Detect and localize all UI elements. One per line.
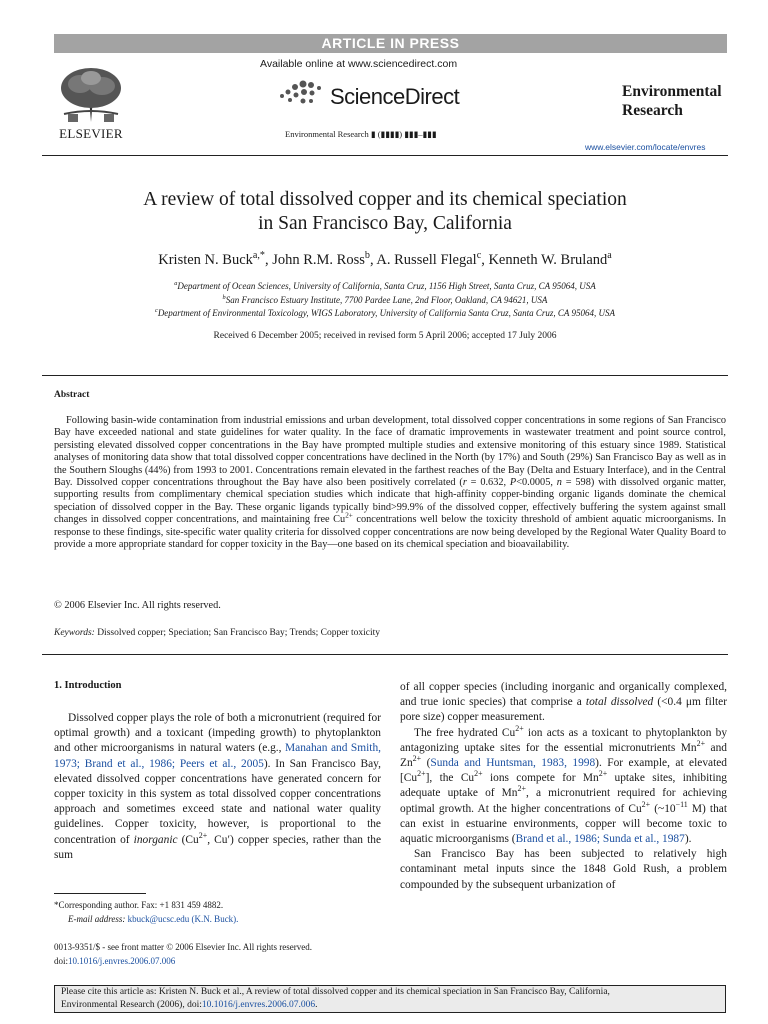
- abstract-part: = 0.632,: [466, 477, 510, 489]
- doi-link[interactable]: 10.1016/j.envres.2006.07.006: [68, 955, 176, 966]
- body-text: (~10: [650, 802, 676, 815]
- citation-line-2: [61, 999, 725, 1012]
- ion-charge: 2+: [641, 799, 651, 809]
- body-text: and Zn: [400, 741, 728, 770]
- journal-url-link[interactable]: www.elsevier.com/locate/envres: [585, 142, 706, 152]
- email-line: [54, 913, 238, 927]
- body-text: , Cu′) copper species, rather than the sum: [54, 833, 382, 861]
- doi-line: [54, 955, 312, 969]
- corresponding-author-footnote: [54, 899, 238, 926]
- section-heading-introduction: 1. Introduction: [54, 680, 122, 691]
- paragraph: [400, 723, 728, 848]
- body-emphasis: inorganic: [133, 833, 178, 846]
- abstract-copyright: © 2006 Elsevier Inc. All rights reserved.: [54, 600, 221, 611]
- article-in-press-banner: ARTICLE IN PRESS: [54, 34, 727, 53]
- body-text: (<0.4 μm filter pore size) copper measurement.: [400, 696, 727, 724]
- publisher-name: ELSEVIER: [59, 126, 123, 141]
- author-separator: ,: [264, 252, 273, 268]
- available-online-text: Available online at www.sciencedirect.com: [260, 58, 458, 70]
- affiliation-b: [42, 295, 728, 305]
- abstract-text: [54, 415, 726, 551]
- corresponding-author: *Corresponding author. Fax: +1 831 459 4882.: [54, 900, 224, 910]
- ion-charge: 2+: [412, 754, 422, 764]
- affiliation-a: [42, 281, 728, 291]
- email-link[interactable]: kbuck@ucsc.edu (K.N. Buck).: [125, 913, 239, 924]
- body-text: , a micronutrient required for achieving optimal growth. At the higher concentrations of Cu: [400, 787, 727, 815]
- author-affiliation-mark: b: [364, 250, 370, 262]
- abstract-part: = 598) with dissolved organic matter, supporting results from complimentary chemical speciation studies which indicate that high-affinity copper-binding organic ligands dominate the chemical speciation of dissolved copper in the Bay. These organic ligands typically bind>99.9% of the dissolved copper, effectively buffering the system against small changes in dissolved copper concentrations, and maintaining free Cu: [54, 477, 726, 526]
- affiliation-mark: a: [174, 280, 178, 287]
- ion-charge: 2+: [517, 784, 526, 794]
- header-divider: [42, 155, 728, 156]
- citation-text: Environmental Research (2006), doi:: [61, 999, 202, 1010]
- citation-link[interactable]: Manahan and Smith, 1973; Brand et al., 1986; Peers et al., 2005: [54, 742, 381, 770]
- abstract-part: <0.0005,: [516, 477, 557, 489]
- body-text: ).: [684, 833, 692, 846]
- affiliation-text: Department of Ocean Sciences, University of California, Santa Cruz, 1156 High Street, Santa Cruz, CA 95064, USA: [177, 281, 596, 291]
- abstract-var: n: [556, 477, 562, 489]
- affiliation-text: San Francisco Estuary Institute, 7700 Pardee Lane, 2nd Floor, Oakland, CA 94621, USA: [225, 295, 548, 305]
- abstract-heading: Abstract: [54, 390, 90, 400]
- sciencedirect-dots-logo-icon: [278, 76, 334, 110]
- citation-link[interactable]: Sunda and Huntsman, 1983, 1998: [430, 757, 596, 770]
- ion-charge: 2+: [515, 723, 524, 733]
- affiliation-text: Department of Environmental Toxicology, WIGS Laboratory, University of California Santa Cruz, Santa Cruz, CA 95064, USA: [157, 308, 615, 318]
- keywords-label: Keywords:: [54, 628, 95, 638]
- author-list: [42, 252, 728, 269]
- exponent: −11: [675, 799, 688, 809]
- ion-charge: 2+: [345, 511, 353, 520]
- journal-title-line-2: Research: [622, 102, 683, 119]
- body-emphasis: total dissolved: [585, 696, 654, 709]
- body-text: ions compete for Mn: [482, 772, 599, 785]
- abstract-part: concentrations well below the toxicity threshold of ambient aquatic microorganisms. In response to these findings, site-specific water quality criteria for dissolved copper concentrations are now being developed by the Regional Water Quality Board to provide a more appropriate standard for copper toxicity in the Bay—one based on its chemical speciation and bioavailability.: [54, 514, 726, 551]
- affiliation-mark: b: [222, 294, 226, 301]
- citation-link[interactable]: Brand et al., 1986; Sunda et al., 1987: [515, 833, 685, 846]
- body-text: uptake sites, inhibiting adequate uptake of Mn: [400, 772, 727, 800]
- paragraph: San Francisco Bay has been subjected to relatively high contaminant metal inputs since the 1848 Gold Rush, a problem compounded by the subsequent urbanization of: [400, 848, 727, 891]
- author-name: Kristen N. Buck: [158, 252, 253, 268]
- affiliation-mark: c: [155, 307, 158, 314]
- body-column-right: [400, 680, 727, 893]
- issn-block: [54, 941, 312, 968]
- ion-charge: 2+: [417, 769, 426, 779]
- body-text: The free hydrated Cu: [414, 726, 516, 739]
- affiliation-c: [42, 308, 728, 318]
- author-separator: ,: [481, 252, 489, 268]
- sciencedirect-wordmark: ScienceDirect: [330, 84, 460, 109]
- article-title: [42, 188, 728, 236]
- body-text: ion acts as a toxicant to phytoplankton by antagonizing uptake sites for the essential micronutrients Mn: [400, 726, 728, 754]
- elsevier-tree-logo-icon: [52, 64, 130, 126]
- footnote-divider: [54, 893, 146, 894]
- ion-charge: 2+: [198, 830, 208, 840]
- author-affiliation-mark: c: [476, 250, 482, 262]
- abstract-var: r: [462, 477, 467, 489]
- body-text: (: [421, 757, 431, 770]
- article-title-line-2: in San Francisco Bay, California: [258, 213, 512, 234]
- author-name: A. Russell Flegal: [376, 252, 477, 268]
- body-text: of all copper species (including inorganic and organically complexed, and true ionic species) that comprise a: [400, 681, 727, 709]
- paragraph: [400, 680, 727, 726]
- body-text: ], the Cu: [425, 772, 475, 785]
- keywords: [54, 628, 380, 638]
- abstract-part: Following basin-wide contamination from industrial emissions and urban development, total dissolved copper concentrations in some regions of San Francisco Bay have exceeded national and state guidelines for water quality. In the face of dramatic improvements in wastewater treatment and point source control, persisting elevated dissolved copper concentrations in the Bay have prompted multiple studies and extensive monitoring of this estuary since 1989. Statistical analyses of monitoring data show that total dissolved copper concentrations have declined in the North (by 17%) and South (29%) San Francisco Bay as well as in the Southern Sloughs (44%) from 1993 to 2001. Concentrations remain elevated in the farthest reaches of the Bay (Delta and Estuary Interface), and in the Central Bay. Dissolved copper concentrations throughout the Bay have also been positively correlated (: [54, 415, 726, 489]
- ion-charge: 2+: [696, 739, 706, 749]
- body-text: M) that can exist in estuarine environments, copper will become toxic to aquatic microorganisms (: [400, 802, 727, 846]
- author-name: Kenneth W. Bruland: [488, 252, 608, 268]
- received-dates: Received 6 December 2005; received in revised form 5 April 2006; accepted 17 July 2006: [213, 331, 557, 341]
- journal-citation-line: Environmental Research ▮ (▮▮▮▮) ▮▮▮–▮▮▮: [285, 129, 437, 139]
- author-affiliation-mark: a: [607, 250, 612, 262]
- doi-label: doi:: [54, 955, 69, 966]
- body-text: Dissolved copper plays the role of both a micronutrient (required for optimal growth) and a toxicant (impeding growth) to phytoplankton and other microorganisms in natural waters (e.g.,: [54, 712, 381, 755]
- abstract-var: P: [509, 477, 517, 489]
- body-text: ). For example, at elevated [Cu: [400, 757, 727, 785]
- email-label: E-mail address:: [68, 913, 126, 924]
- article-title-line-1: A review of total dissolved copper and its chemical speciation: [143, 189, 627, 210]
- keywords-text: Dissolved copper; Speciation; San Francisco Bay; Trends; Copper toxicity: [94, 628, 381, 638]
- ion-charge: 2+: [474, 769, 483, 779]
- abstract-bottom-divider: [42, 654, 728, 655]
- citation-doi-link[interactable]: 10.1016/j.envres.2006.07.006: [201, 999, 316, 1010]
- journal-title-line-1: Environmental: [622, 83, 722, 100]
- journal-title: [622, 82, 722, 120]
- abstract-top-divider: [42, 375, 728, 376]
- body-text: ). In San Francisco Bay, elevated dissolved copper concentrations have generated concern for copper toxicity in this system as total dissolved copper concentrations approach and sometimes exceed state and national water quality guidelines. Copper toxicity, however, is proportional to the concentration of: [54, 757, 381, 846]
- citation-text: .: [315, 999, 318, 1010]
- issn-line: 0013-9351/$ - see front matter © 2006 Elsevier Inc. All rights reserved.: [54, 942, 313, 952]
- author-affiliation-mark: a,*: [252, 250, 265, 262]
- body-text: (Cu: [177, 833, 199, 846]
- citation-line-1: Please cite this article as: Kristen N. Buck et al., A review of total dissolved copper and its chemical speciation in San Francisco Bay, California,: [61, 987, 610, 997]
- author-name: John R.M. Ross: [272, 252, 365, 268]
- author-separator: ,: [369, 252, 377, 268]
- body-column-left: [54, 711, 381, 863]
- citation-box: [54, 985, 726, 1013]
- ion-charge: 2+: [598, 769, 608, 779]
